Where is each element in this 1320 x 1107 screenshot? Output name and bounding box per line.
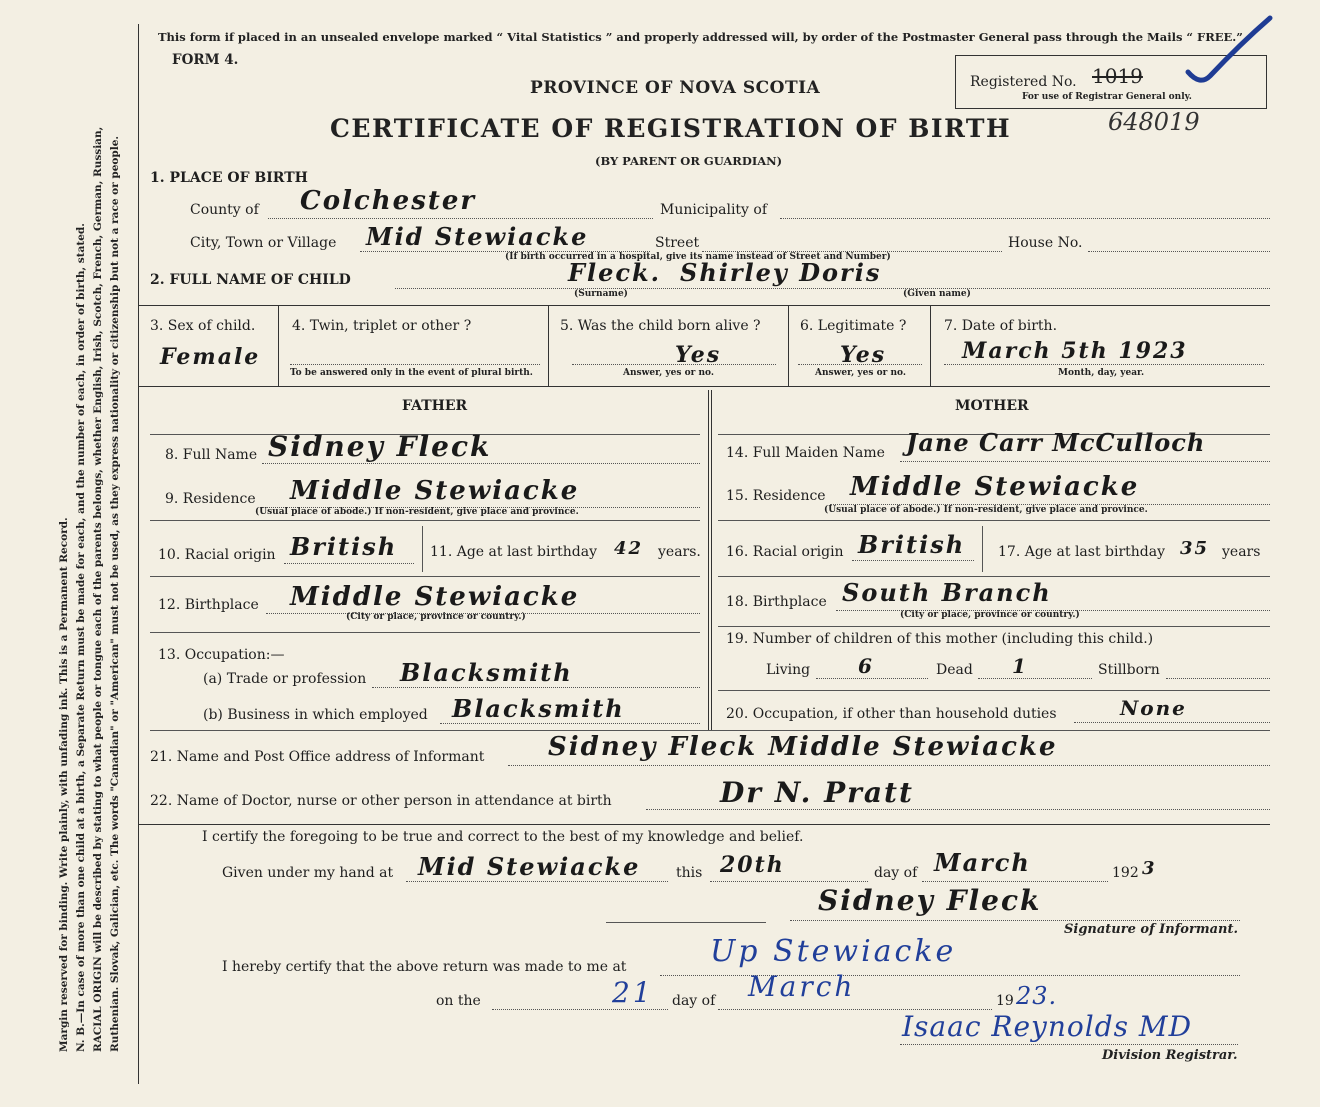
father-racial-value: British bbox=[290, 532, 398, 561]
informant-value: Sidney Fleck Middle Stewiacke bbox=[548, 732, 1058, 762]
alive-note: Answer, yes or no. bbox=[623, 368, 714, 378]
mother-birthplace-label: 18. Birthplace bbox=[726, 594, 827, 610]
dob-value: March 5th 1923 bbox=[962, 338, 1188, 364]
street-label: Street bbox=[655, 235, 700, 251]
alive-label: 5. Was the child born alive ? bbox=[560, 318, 761, 334]
father-residence-label: 9. Residence bbox=[165, 491, 256, 507]
registrar-place-line bbox=[660, 975, 1240, 976]
living-label: Living bbox=[766, 662, 811, 678]
certification-statement: I certify the foregoing to be true and correct to the best of my knowledge and belief. bbox=[202, 829, 804, 845]
child-name-line bbox=[395, 288, 1270, 289]
father-name-label: 8. Full Name bbox=[165, 447, 258, 463]
divider-certification bbox=[138, 824, 1270, 825]
mother-birthplace-value: South Branch bbox=[842, 578, 1052, 607]
form-number: FORM 4. bbox=[172, 52, 239, 68]
cert-year-value: 3 bbox=[1142, 858, 1155, 879]
doctor-label: 22. Name of Doctor, nurse or other person in attendance at birth bbox=[150, 793, 612, 809]
father-name-value: Sidney Fleck bbox=[268, 430, 492, 463]
legitimate-value: Yes bbox=[840, 342, 887, 368]
father-birthplace-value: Middle Stewiacke bbox=[290, 582, 580, 612]
mother-residence-note: (Usual place of abode.) If non-resident, give place and province. bbox=[824, 505, 1148, 515]
stillborn-label: Stillborn bbox=[1098, 662, 1160, 678]
father-heading: FATHER bbox=[402, 398, 468, 414]
mother-children-label: 19. Number of children of this mother (including this child.) bbox=[726, 631, 1154, 647]
mother-residence-label: 15. Residence bbox=[726, 488, 826, 504]
mother-sep-e bbox=[718, 690, 1270, 691]
mother-racial-age-sep bbox=[982, 526, 983, 572]
page-title: CERTIFICATE OF REGISTRATION OF BIRTH bbox=[330, 114, 1012, 143]
mother-racial-value: British bbox=[858, 530, 966, 559]
dead-value: 1 bbox=[1012, 654, 1028, 678]
father-occupation-label: 13. Occupation:— bbox=[158, 647, 285, 663]
legitimate-note: Answer, yes or no. bbox=[815, 368, 906, 378]
margin-note-plural-birth: N. B.—In case of more than one child at a birth, a Separate Return must be made for each, and the number of each, in order of birth, stated. bbox=[75, 223, 87, 1052]
mother-name-value: Jane Carr McCulloch bbox=[906, 428, 1206, 457]
child-given-name: Shirley Doris bbox=[680, 258, 882, 287]
mother-sep-b bbox=[718, 520, 1270, 521]
frame-left-border bbox=[138, 24, 139, 1084]
father-residence-value: Middle Stewiacke bbox=[290, 476, 580, 506]
divider-parents bbox=[708, 390, 712, 730]
father-trade-line bbox=[372, 687, 700, 688]
twin-note: To be answered only in the event of plural birth. bbox=[290, 368, 533, 378]
father-age-label: 11. Age at last birthday bbox=[430, 544, 598, 560]
province-title: PROVINCE OF NOVA SCOTIA bbox=[530, 78, 821, 98]
registrar-signature-line bbox=[900, 1044, 1238, 1045]
divider-row1-top bbox=[138, 305, 1270, 306]
mother-racial-line bbox=[852, 560, 974, 561]
alive-line bbox=[572, 364, 776, 365]
registrar-signature: Isaac Reynolds MD bbox=[902, 1010, 1193, 1043]
living-line bbox=[816, 678, 928, 679]
cert-day-line bbox=[710, 881, 868, 882]
county-value: Colchester bbox=[300, 186, 477, 216]
house-label: House No. bbox=[1008, 235, 1083, 251]
handwritten-number: 648019 bbox=[1108, 108, 1200, 136]
stillborn-line bbox=[1166, 678, 1270, 679]
alive-value: Yes bbox=[675, 342, 722, 368]
registrar-day-of-label: day of bbox=[672, 993, 716, 1009]
dob-note: Month, day, year. bbox=[1058, 368, 1145, 378]
dead-line bbox=[978, 678, 1092, 679]
legitimate-label: 6. Legitimate ? bbox=[800, 318, 907, 334]
informant-signature: Sidney Fleck bbox=[818, 884, 1042, 917]
municipality-label: Municipality of bbox=[660, 202, 768, 218]
postal-notice: This form if placed in an unsealed envelope marked “ Vital Statistics ” and properly addressed will, by order of the Postmaster General pass through the Mails “ FREE.” bbox=[158, 30, 1243, 44]
twin-line bbox=[290, 364, 540, 365]
mother-years: years bbox=[1222, 544, 1261, 560]
mother-occupation-line bbox=[1074, 722, 1270, 723]
mother-name-label: 14. Full Maiden Name bbox=[726, 445, 885, 461]
father-racial-label: 10. Racial origin bbox=[158, 547, 276, 563]
registrar-statement: I hereby certify that the above return was made to me at bbox=[222, 959, 627, 975]
divider-v4 bbox=[930, 305, 931, 386]
registrar-year-prefix: 19 bbox=[996, 993, 1014, 1009]
mother-age-value: 35 bbox=[1180, 538, 1210, 559]
registrar-note: For use of Registrar General only. bbox=[1022, 92, 1192, 102]
cert-month-line bbox=[922, 881, 1108, 882]
divider-v1 bbox=[278, 305, 279, 386]
hospital-note: (If birth occurred in a hospital, give its name instead of Street and Number) bbox=[505, 252, 891, 262]
given-place-value: Mid Stewiacke bbox=[418, 852, 641, 881]
father-trade-label: (a) Trade or profession bbox=[203, 671, 367, 687]
father-business-label: (b) Business in which employed bbox=[203, 707, 428, 723]
mother-residence-value: Middle Stewiacke bbox=[850, 472, 1140, 502]
place-of-birth-heading: 1. PLACE OF BIRTH bbox=[150, 170, 308, 186]
father-trade-value: Blacksmith bbox=[400, 658, 573, 687]
dob-label: 7. Date of birth. bbox=[944, 318, 1058, 334]
cert-year-prefix: 192 bbox=[1112, 865, 1139, 881]
registrar-month-value: March bbox=[748, 970, 856, 1003]
cert-day-of-label: day of bbox=[874, 865, 918, 881]
mother-name-line bbox=[900, 461, 1270, 462]
informant-line bbox=[508, 765, 1270, 766]
divider-row1-bottom bbox=[138, 386, 1270, 387]
registrar-day-value: 21 bbox=[612, 976, 654, 1009]
mother-occupation-value: None bbox=[1120, 696, 1187, 720]
given-label: Given under my hand at bbox=[222, 865, 394, 881]
mother-birthplace-note: (City or place, province or country.) bbox=[900, 610, 1080, 620]
county-line bbox=[268, 218, 653, 219]
informant-signature-line bbox=[790, 920, 1240, 921]
county-label: County of bbox=[190, 202, 259, 218]
doctor-value: Dr N. Pratt bbox=[720, 776, 914, 809]
mother-sep-c bbox=[718, 576, 1270, 577]
checkmark-icon bbox=[1180, 14, 1280, 94]
mother-occupation-label: 20. Occupation, if other than household duties bbox=[726, 706, 1057, 722]
father-racial-age-sep bbox=[422, 526, 423, 572]
dob-line bbox=[944, 364, 1264, 365]
margin-note-racial-origin: RACIAL ORIGIN will be described by stating to what people or tongue each of the parents belongs, whether English, Irish, Scotch, French, German, Russian, bbox=[92, 126, 104, 1052]
given-caption: (Given name) bbox=[903, 289, 971, 299]
cert-day-value: 20th bbox=[720, 852, 785, 878]
page-subtitle: (BY PARENT OR GUARDIAN) bbox=[595, 154, 783, 168]
father-business-line bbox=[440, 723, 700, 724]
on-the-label: on the bbox=[436, 993, 481, 1009]
father-birthplace-note: (City or place, province or country.) bbox=[346, 612, 526, 622]
dead-label: Dead bbox=[936, 662, 973, 678]
father-birthplace-label: 12. Birthplace bbox=[158, 597, 259, 613]
father-age-value: 42 bbox=[614, 538, 644, 559]
mother-age-label: 17. Age at last birthday bbox=[998, 544, 1166, 560]
parents-bottom bbox=[150, 730, 1270, 731]
child-name-label: 2. FULL NAME OF CHILD bbox=[150, 272, 351, 288]
registered-number: 1019 bbox=[1092, 64, 1143, 88]
mother-racial-label: 16. Racial origin bbox=[726, 544, 844, 560]
twin-label: 4. Twin, triplet or other ? bbox=[292, 318, 472, 334]
living-value: 6 bbox=[858, 654, 874, 678]
margin-note-racial-origin-cont: Ruthenian. Slovak, Galician, etc. The words "Canadian" or "American" must not be used, as they express nationality or citizenship but not a race or people. bbox=[109, 135, 121, 1052]
father-business-value: Blacksmith bbox=[452, 694, 625, 723]
doctor-line bbox=[646, 809, 1270, 810]
divider-v2 bbox=[548, 305, 549, 386]
registrar-day-line bbox=[492, 1009, 668, 1010]
registrar-caption: Division Registrar. bbox=[1102, 1048, 1238, 1063]
sex-label: 3. Sex of child. bbox=[150, 318, 256, 334]
child-surname: Fleck. bbox=[568, 258, 662, 287]
registrar-place-value: Up Stewiacke bbox=[710, 934, 957, 969]
this-label: this bbox=[676, 865, 703, 881]
surname-caption: (Surname) bbox=[574, 289, 628, 299]
informant-signature-caption: Signature of Informant. bbox=[1064, 922, 1238, 937]
given-place-line bbox=[406, 881, 668, 882]
mother-sep-d bbox=[718, 626, 1270, 627]
margin-note-binding: Margin reserved for binding. Write plainly, with unfading ink. This is a Permanent Record. bbox=[58, 517, 70, 1052]
father-racial-line bbox=[284, 563, 414, 564]
city-value: Mid Stewiacke bbox=[366, 222, 589, 251]
father-years: years. bbox=[658, 544, 701, 560]
city-label: City, Town or Village bbox=[190, 235, 337, 251]
house-line bbox=[1088, 251, 1270, 252]
cert-blank-line bbox=[606, 922, 766, 923]
cert-month-value: March bbox=[934, 848, 1031, 877]
mother-heading: MOTHER bbox=[955, 398, 1029, 414]
sex-value: Female bbox=[160, 344, 261, 370]
father-sep-b bbox=[150, 520, 700, 521]
father-sep-d bbox=[150, 632, 700, 633]
father-sep-c bbox=[150, 576, 700, 577]
registered-label: Registered No. bbox=[970, 74, 1077, 90]
registrar-year-value: 23. bbox=[1016, 982, 1058, 1010]
municipality-line bbox=[780, 218, 1270, 219]
divider-v3 bbox=[788, 305, 789, 386]
informant-label: 21. Name and Post Office address of Informant bbox=[150, 749, 485, 765]
father-name-line bbox=[262, 463, 700, 464]
father-residence-note: (Usual place of abode.) If non-resident, give place and province. bbox=[255, 507, 579, 517]
